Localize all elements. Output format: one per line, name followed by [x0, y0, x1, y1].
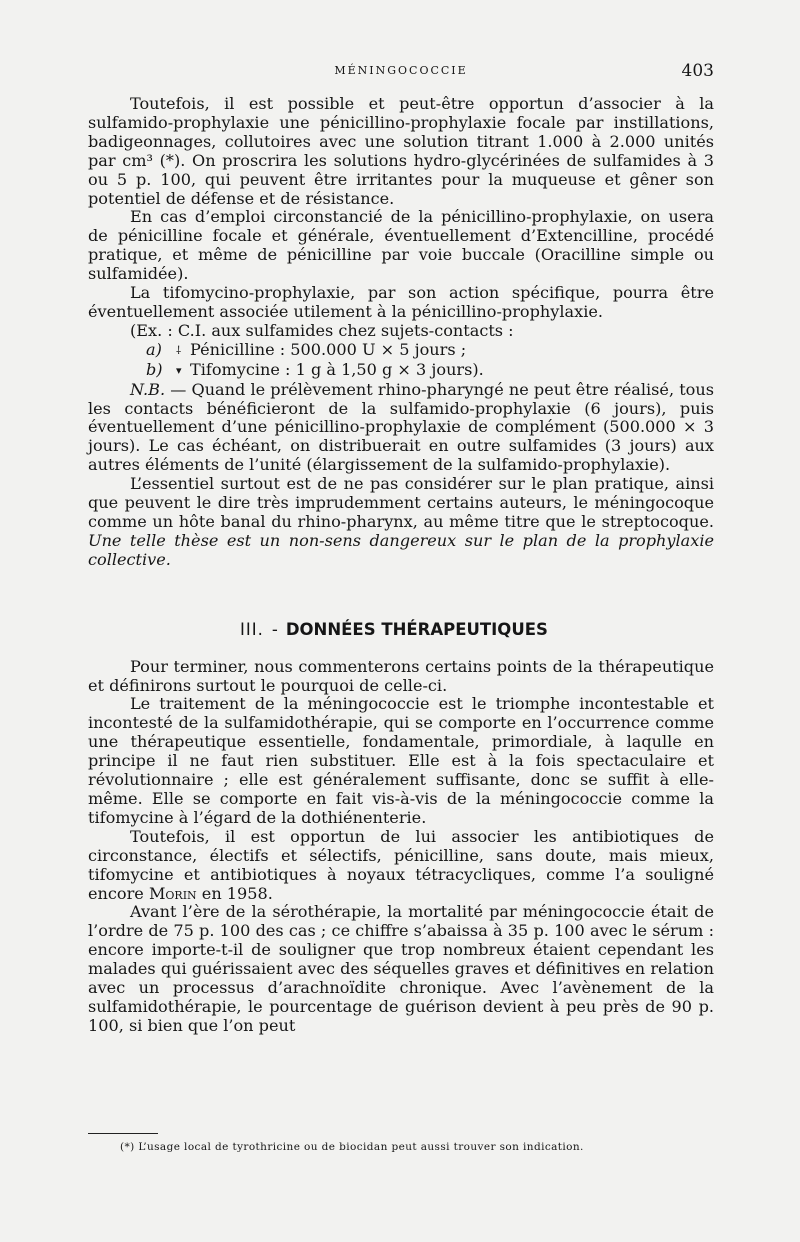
section-title: DONNÉES THÉRAPEUTIQUES [285, 619, 548, 639]
example-item [130, 361, 714, 381]
example-block [88, 322, 714, 381]
example-intro: (Ex. : C.I. aux sulfamides chez sujets-contacts : [130, 320, 514, 340]
nb-text: — Quand le prélèvement rhino-pharyngé ne peut être réalisé, tous les contacts bénéficieront de la sulfamido-prophylaxie (6 jours), puis éventuellement d’une pénicillino-prophylaxie de complément (500.000 × 3 jours). Le cas échéant, on distribuerait en outre sulfamides (3 jours) aux autres éléments de l’unité (élargissement de la sulfamido-prophylaxie). [88, 379, 714, 475]
footnote-rule [88, 1133, 158, 1134]
nb-paragraph [88, 381, 714, 476]
item-marker: b) [146, 359, 163, 379]
paragraph: Pour terminer, nous commenterons certains points de la thérapeutique et définirons surtout le pourquoi de celle-ci. [88, 656, 714, 695]
item-text: Pénicilline : 500.000 U × 5 jours ; [190, 339, 467, 359]
section-dash: - [271, 619, 278, 639]
section-heading [88, 620, 714, 640]
italic-emphasis: Une telle thèse est un non-sens dangereux sur le plan de la prophylaxie collective. [88, 530, 714, 569]
paragraph: La tifomycino-prophylaxie, par son action spécifique, pourra être éventuellement associée utilement à la pénicillino-prophylaxie. [88, 283, 714, 321]
footnote: (*) L’usage local de tyrothricine ou de biocidan peut aussi trouver son indication. [120, 1141, 584, 1153]
paragraph-text: L’essentiel surtout est de ne pas considérer sur le plan pratique, ainsi que peuvent le dire très imprudemment certains auteurs, le méningocoque comme un hôte banal du rhino-pharynx, au même titre que le streptocoque. [88, 474, 714, 531]
paragraph: Avant l’ère de la sérothérapie, la mortalité par méningococcie était de l’ordre de 75 p. 100 des cas ; ce chiffre s’abaissa à 35 p. 100 avec le sérum : encore importe-t-il de souligner que trop nombreux étaient cependant les malades qui guérissaient avec des séquelles graves et définitives en relation avec un processus d’arachnoïdite chronique. Avec l’avènement de la sulfamidothérapie, le pourcentage de guérison devient à peu près de 90 p. 100, si bien que l’on peut [88, 902, 714, 1035]
page-body [88, 95, 714, 1036]
arrow-glyph: ▾ [176, 363, 182, 377]
nb-label: N.B. [130, 379, 166, 399]
paragraph-text: en 1958. [196, 883, 273, 903]
author-name: Morin [148, 883, 197, 903]
paragraph-text: Toutefois, il est opportun de lui associer les antibiotiques de circonstance, électifs et sélectifs, pénicilline, sans doute, mais mieux, tifomycine et antibiotiques à noyaux tétracycliques, comme l’a souligné encore [88, 826, 714, 903]
paragraph [88, 475, 714, 570]
item-text: Tifomycine : 1 g à 1,50 g × 3 jours). [190, 359, 484, 379]
paragraph: Toutefois, il est possible et peut-être opportun d’associer à la sulfamido-prophylaxie une pénicillino-prophylaxie focale par instillations, badigeonnages, collutoires avec une solution titrant 1.000 à 2.000 unités par cm³ (*). On proscrira les solutions hydro-glycérinées de sulfamides à 3 ou 5 p. 100, qui peuvent être irritantes pour la muqueuse et gêner son potentiel de défense et de résistance. [88, 94, 714, 208]
item-marker: a) [146, 339, 162, 359]
example-item [130, 341, 714, 361]
running-head: MÉNINGOCOCCIE [334, 64, 468, 77]
page-header [88, 61, 714, 84]
page-number: 403 [681, 61, 714, 81]
dagger-glyph: ⸸ [176, 343, 182, 357]
paragraph: En cas d’emploi circonstancié de la pénicillino-prophylaxie, on usera de pénicilline focale et générale, éventuellement d’Extencilline, procédé pratique, et même de pénicilline par voie buccale (Oracilline simple ou sulfamidée). [88, 207, 714, 284]
paragraph: Le traitement de la méningococcie est le triomphe incontestable et incontesté de la sulfamidothérapie, qui se comporte en l’occurrence comme une thérapeutique essentielle, fondamentale, primordiale, à laqulle en principe il ne faut rien substituer. Elle est à la fois spectaculaire et révolutionnaire ; elle est généralement suffisante, donc se suffit à elle-même. Elle se comporte en fait vis-à-vis de la méningococcie comme la tifomycine à l’égard de la dothiénenterie. [88, 694, 714, 827]
paragraph [88, 828, 714, 904]
section-number: III. [240, 619, 264, 639]
